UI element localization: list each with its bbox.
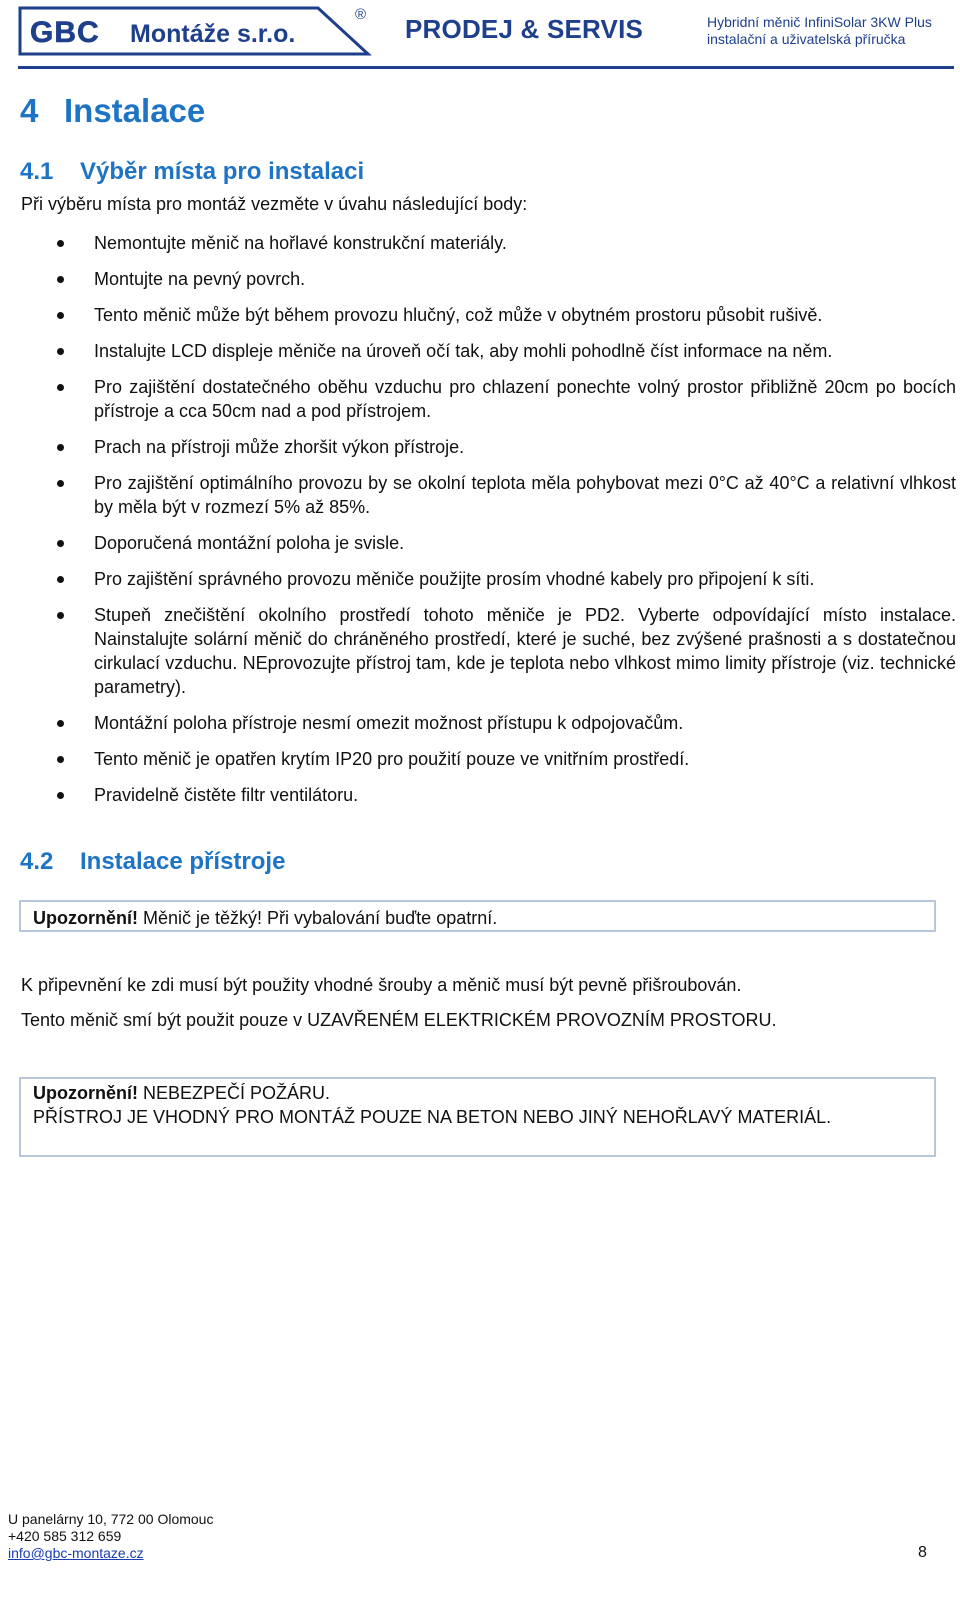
page-number: 8: [918, 1544, 927, 1561]
warning-box-fire: [19, 1077, 936, 1157]
list-item: [0, 747, 960, 771]
warning-text: NEBEZPEČÍ POŽÁRU.: [138, 1083, 331, 1103]
list-item: [0, 567, 960, 591]
company-logo: [18, 6, 373, 58]
bullet-icon: [57, 756, 64, 763]
bullet-icon: [57, 612, 64, 619]
logo-company-text: Montáže s.r.o.: [130, 20, 296, 48]
list-item: [0, 267, 960, 291]
logo-gbc-text: GBC: [30, 16, 100, 49]
page-header: [0, 0, 960, 72]
usage-paragraph: Tento měnič smí být použit pouze v UZAVŘENÉM ELEKTRICKÉM PROVOZNÍM PROSTORU.: [21, 1010, 777, 1030]
section-number: 4.2: [20, 848, 54, 875]
bullet-icon: [57, 540, 64, 547]
footer-email-link[interactable]: info@gbc-montaze.cz: [8, 1545, 144, 1561]
list-item-text: Montážní poloha přístroje nesmí omezit možnost přístupu k odpojovačům.: [94, 713, 684, 733]
document-title: [707, 14, 932, 48]
bullet-icon: [57, 348, 64, 355]
bullet-icon: [57, 312, 64, 319]
bullet-icon: [57, 384, 64, 391]
list-item-text: Stupeň znečištění okolního prostředí tohoto měniče je PD2. Vyberte odpovídající místo instalace. Nainstalujte solární měnič do chráněného prostředí, které je suché, bez zvýšené prašnosti a s dostatečnou cirkulací vzduchu. NEprovozujte přístroj tam, kde je teplota nebo vlhkost mimo limity přístroje (viz. technické parametry).: [94, 605, 956, 697]
list-item-text: Pro zajištění optimálního provozu by se okolní teplota měla pohybovat mezi 0°C až 40°C a relativní vlhkost by měla být v rozmezí 5% až 85%.: [94, 473, 956, 517]
document-title-line2: instalační a uživatelská příručka: [707, 31, 906, 47]
warning-box-heavy: [19, 900, 936, 932]
bullet-icon: [57, 276, 64, 283]
list-item-text: Pro zajištění správného provozu měniče použijte prosím vhodné kabely pro připojení k síti.: [94, 569, 815, 589]
footer-phone: +420 585 312 659: [8, 1528, 122, 1544]
list-item: [0, 375, 960, 423]
list-item-text: Nemontujte měnič na hořlavé konstrukční materiály.: [94, 233, 507, 253]
warning-caps-text: PŘÍSTROJ JE VHODNÝ PRO MONTÁŽ POUZE NA BETON NEBO JINÝ NEHOŘLAVÝ MATERIÁL.: [33, 1107, 832, 1127]
footer-address: U panelárny 10, 772 00 Olomouc: [8, 1511, 214, 1527]
section-intro: Při výběru místa pro montáž vezměte v úvahu následující body:: [21, 194, 528, 214]
list-item: [0, 711, 960, 735]
header-tagline: PRODEJ & SERVIS: [405, 14, 644, 44]
list-item-text: Doporučená montážní poloha je svisle.: [94, 533, 405, 553]
bullet-icon: [57, 444, 64, 451]
list-item: [0, 471, 960, 519]
list-item: [0, 783, 960, 807]
bullet-icon: [57, 576, 64, 583]
bullet-icon: [57, 720, 64, 727]
chapter-heading: [20, 92, 205, 130]
list-item: [0, 435, 960, 459]
list-item: [0, 303, 960, 327]
list-item-text: Instalujte LCD displeje měniče na úroveň očí tak, aby mohli pohodlně číst informace na něm.: [94, 341, 833, 361]
section-number: 4.1: [20, 158, 54, 185]
warning-label: Upozornění!: [33, 1083, 138, 1103]
list-item-text: Pro zajištění dostatečného oběhu vzduchu pro chlazení ponechte volný prostor přibližně 20cm po bocích přístroje a cca 50cm nad a pod přístrojem.: [94, 377, 956, 421]
registered-mark: ®: [355, 6, 367, 23]
page-footer: [8, 1511, 213, 1562]
document-title-line1: Hybridní měnič InfiniSolar 3KW Plus: [707, 14, 932, 30]
logo-frame: [18, 6, 373, 58]
list-item-text: Tento měnič může být během provozu hlučný, což může v obytném prostoru působit rušivě.: [94, 305, 823, 325]
mounting-paragraph: K připevnění ke zdi musí být použity vhodné šrouby a měnič musí být pevně přišroubován.: [21, 975, 742, 995]
list-item-text: Pravidelně čistěte filtr ventilátoru.: [94, 785, 359, 805]
section-heading-4-2: [20, 848, 285, 876]
placement-bullet-list: [0, 231, 960, 819]
list-item: [0, 531, 960, 555]
warning-label: Upozornění!: [33, 908, 138, 928]
list-item: [0, 339, 960, 363]
section-title: Výběr místa pro instalaci: [80, 158, 365, 185]
list-item: [0, 603, 960, 699]
header-divider: [18, 66, 954, 69]
chapter-number: 4: [20, 92, 39, 129]
list-item-text: Prach na přístroji může zhoršit výkon přístroje.: [94, 437, 465, 457]
bullet-icon: [57, 240, 64, 247]
section-heading-4-1: [20, 158, 364, 186]
list-item: [0, 231, 960, 255]
list-item-text: Montujte na pevný povrch.: [94, 269, 306, 289]
warning-text: Měnič je těžký! Při vybalování buďte opatrní.: [138, 908, 498, 928]
list-item-text: Tento měnič je opatřen krytím IP20 pro použití pouze ve vnitřním prostředí.: [94, 749, 690, 769]
bullet-icon: [57, 792, 64, 799]
bullet-icon: [57, 480, 64, 487]
chapter-title: Instalace: [64, 92, 206, 129]
section-title: Instalace přístroje: [80, 848, 286, 875]
